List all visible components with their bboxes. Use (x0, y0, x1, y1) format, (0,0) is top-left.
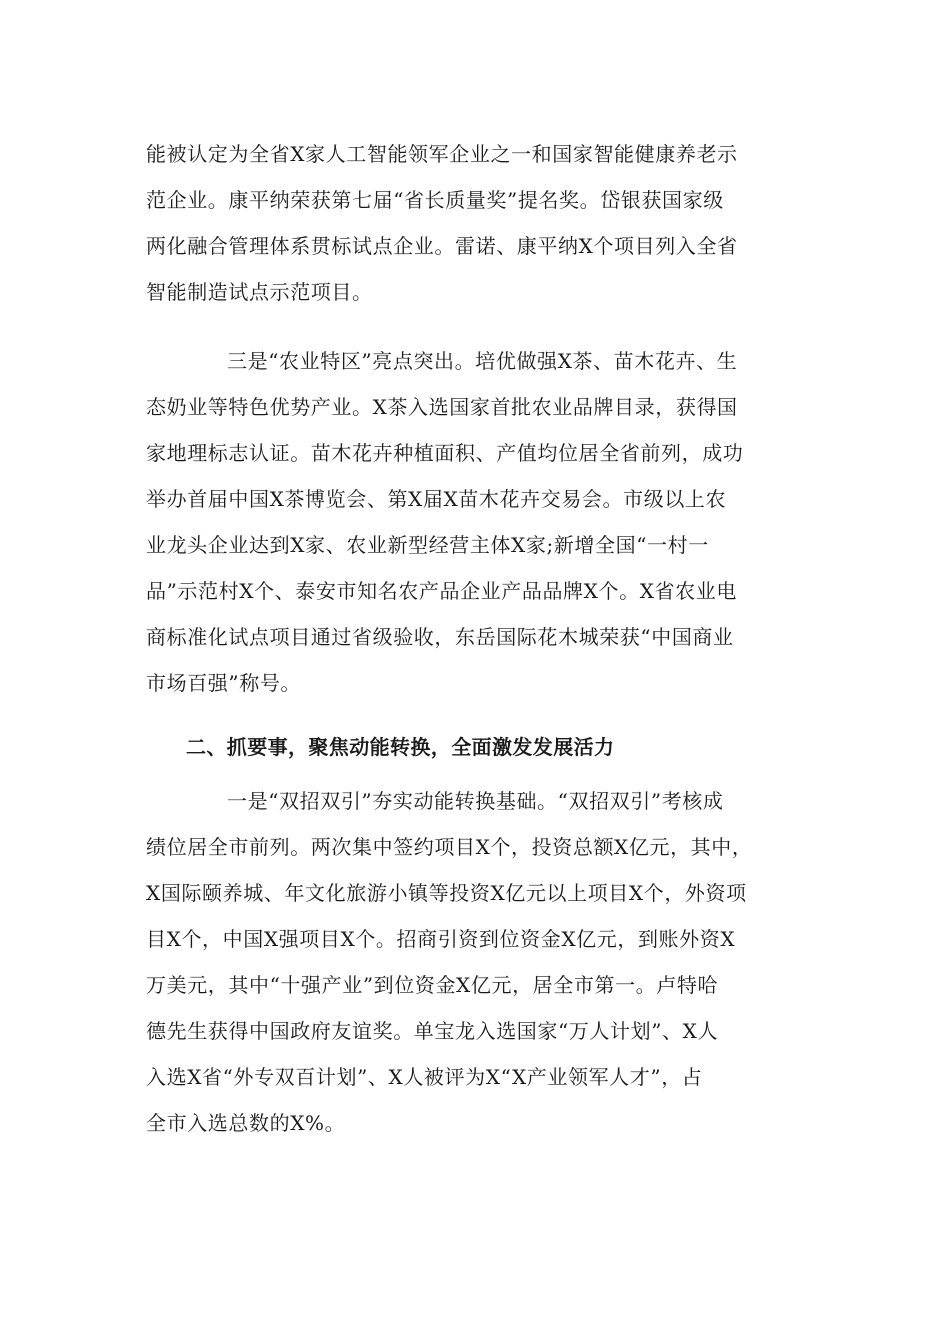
section-heading: 二、抓要事，聚焦动能转换，全面激发发展活力 (186, 735, 615, 759)
paragraph-line: 入选X省“外专双百计划”、X人被评为X“X产业领军人才”，占 (146, 1065, 703, 1089)
paragraph-line: 范企业。康平纳荣获第七届“省长质量奖”提名奖。岱银获国家级 (146, 188, 724, 212)
paragraph-line: 全市入选总数的X%。 (146, 1111, 346, 1135)
paragraph-line: 两化融合管理体系贯标试点企业。雷诺、康平纳X个项目列入全省 (146, 234, 738, 258)
paragraph-line: 品”示范村X个、泰安市知名农产品企业产品品牌X个。X省农业电 (146, 579, 737, 603)
paragraph-line: 一是“双招双引”夯实动能转换基础。“双招双引”考核成 (227, 789, 724, 813)
paragraph-line: 智能制造试点示范项目。 (146, 280, 373, 304)
paragraph-line: 三是“农业特区”亮点突出。培优做强X茶、苗木花卉、生 (227, 349, 738, 373)
paragraph-line: 绩位居全市前列。两次集中签约项目X个，投资总额X亿元，其中， (146, 835, 753, 859)
paragraph-line: 业龙头企业达到X家、农业新型经营主体X家;新增全国“一村一 (146, 533, 709, 557)
paragraph-line: 能被认定为全省X家人工智能领军企业之一和国家智能健康养老示 (146, 142, 738, 166)
paragraph-line: 商标准化试点项目通过省级验收，东岳国际花木城荣获“中国商业 (146, 625, 734, 649)
paragraph-line: 德先生获得中国政府友谊奖。单宝龙入选国家“万人计划”、X人 (146, 1019, 719, 1043)
paragraph-line: 目X个，中国X强项目X个。招商引资到位资金X亿元，到账外资X (146, 927, 736, 951)
paragraph-line: 家地理标志认证。苗木花卉种植面积、产值均位居全省前列，成功 (146, 441, 744, 465)
paragraph-line: 举办首届中国X茶博览会、第X届X苗木花卉交易会。市级以上农 (146, 487, 727, 511)
paragraph-line: X国际颐养城、年文化旅游小镇等投资X亿元以上项目X个，外资项 (146, 881, 747, 905)
paragraph-line: 万美元，其中“十强产业”到位资金X亿元，居全市第一。卢特哈 (146, 973, 719, 997)
paragraph-line: 态奶业等特色优势产业。X茶入选国家首批农业品牌目录，获得国 (146, 395, 738, 419)
paragraph-line: 市场百强”称号。 (146, 671, 302, 695)
